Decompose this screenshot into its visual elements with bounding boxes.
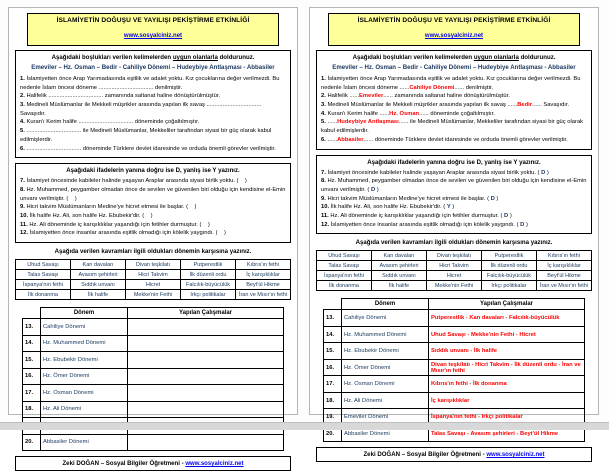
concepts-row xyxy=(16,260,291,270)
fill-instruction-pre: Aşağıdaki boşlukları verilen kelimelerden xyxy=(352,54,474,61)
item-number: 2. xyxy=(321,93,328,100)
period-name: Hz. Ömer Dönemi xyxy=(41,368,128,385)
page-title: İSLAMİYETİN DOĞUŞU VE YAYILIŞI PEKİŞTİRME ETKİNLİĞİ xyxy=(56,17,250,24)
works-answer: Kıbrıs'ın fethi - İlk donanma xyxy=(429,376,585,393)
item-number: 3. xyxy=(321,102,328,109)
concept-cell: Falcılık-büyücülük xyxy=(482,271,537,281)
fill-item: 3. Medineli Müslümanlar ile Mekkeli müşrikler arasında yapılan ilk savaş .................................. Savaşıdır. xyxy=(20,102,262,117)
footer-credit xyxy=(15,456,291,471)
period-row xyxy=(324,359,585,376)
period-row xyxy=(23,368,284,385)
fill-item: 6. ......Abbasiler...... döneminde Türklere devlet idaresinde ve orduda önemli görevler verilmiştir. xyxy=(321,136,568,143)
row-number: 20. xyxy=(324,425,342,442)
period-name: Hz. Osman Dönemi xyxy=(41,385,128,402)
item-number: 9. xyxy=(321,195,328,202)
period-column-header: Dönem xyxy=(41,308,128,319)
dy-item: 8. Hz. Muhammed, peygamber olmadan önce de sevilen ve güvenilen biri olduğu için kendisine el-Emin unvanı verilmiştir. ( ) xyxy=(20,186,286,202)
fill-answer: Hudeybiye Antlaşması xyxy=(337,119,399,126)
concept-cell: Irkçı politikalar xyxy=(181,290,236,300)
period-name: Abbasiler Dönemi xyxy=(342,425,429,442)
word-bank: Emeviler – Hz. Osman – Bedir - Cahiliye Dönemi – Hudeybiye Antlaşması - Abbasiler xyxy=(31,64,275,71)
period-name: Abbasiler Dönemi xyxy=(41,434,128,451)
period-table-header-row xyxy=(23,308,284,319)
fill-answer: Cahiliye Dönemi xyxy=(409,84,455,91)
fill-instruction-underlined: uygun olanlarla xyxy=(473,54,519,61)
works-answer: Putperestlik - Kan davaları - Falcılık-büyücülük xyxy=(429,310,585,327)
item-number: 11. xyxy=(20,221,30,228)
fill-item: 6. .................................. döneminde Türklere devlet idaresinde ve orduda önemli görevler verilmiştir. xyxy=(20,145,276,152)
dy-answer xyxy=(203,222,206,228)
dy-answer: D xyxy=(520,221,525,228)
row-number: 17. xyxy=(324,376,342,393)
concept-cell: Sıddık unvanı xyxy=(372,271,427,281)
blank-line: ...... xyxy=(454,84,465,91)
item-number: 10. xyxy=(20,212,30,219)
concept-cell: İlk düzenli ordu xyxy=(482,261,537,271)
concept-cell: Divan teşkilatı xyxy=(427,251,482,261)
concept-cell: Putperestlik xyxy=(482,251,537,261)
fill-instruction xyxy=(20,54,286,61)
concept-cell: Putperestlik xyxy=(181,260,236,270)
period-name: Hz. Muhammed Dönemi xyxy=(41,335,128,352)
concepts-row xyxy=(16,280,291,290)
blank-line: .................................. xyxy=(78,119,134,126)
row-number: 15. xyxy=(324,343,342,360)
item-number: 12. xyxy=(321,221,331,228)
blank-line: ...... xyxy=(507,102,518,109)
fill-item: 2. Halifelik ......Emeviler...... zamanında saltanat haline dönüştürülmüştür. xyxy=(321,93,510,100)
blank-line: ...... xyxy=(363,136,374,143)
concepts-row xyxy=(16,270,291,280)
item-number: 6. xyxy=(321,136,328,143)
fill-item: 4. Kuran'ı Kerim halife ......Hz. Osman...... döneminde çoğaltılmıştır. xyxy=(321,110,495,117)
answer-key-page xyxy=(309,7,599,459)
item-number: 7. xyxy=(20,178,27,185)
author-credit: Zeki DOĞAN – Sosyal Bilgiler Öğretmeni - xyxy=(363,451,487,459)
item-number: 12. xyxy=(20,230,30,237)
dy-items-list xyxy=(321,169,587,230)
blank-line: ...... xyxy=(349,93,360,100)
blank-line: ...... xyxy=(327,119,338,126)
period-row xyxy=(23,335,284,352)
item-number: 1. xyxy=(321,76,328,82)
fill-in-section xyxy=(316,50,592,150)
fill-instruction xyxy=(321,54,587,61)
blank-line: ...... xyxy=(383,93,393,100)
concept-cell: Avasım şehirleri xyxy=(71,270,126,280)
concept-cell: Talas Savaşı xyxy=(16,270,71,280)
concept-cell: Kıbrıs'ın fethi xyxy=(537,251,592,261)
word-bank: Emeviler – Hz. Osman – Bedir - Cahiliye Dönemi – Hudeybiye Antlaşması - Abbasiler xyxy=(332,64,576,71)
works-answer xyxy=(128,401,284,418)
dy-answer xyxy=(146,213,149,219)
item-number: 4. xyxy=(321,110,328,117)
item-number: 8. xyxy=(321,178,328,185)
concept-cell: Uhud Savaşı xyxy=(317,251,372,261)
period-name: Cahiliye Dönemi xyxy=(342,310,429,327)
item-number: 3. xyxy=(20,102,27,109)
dy-item: 10. İlk halife Hz. Ali, son halife Hz. Ebubekir'dir. ( ) xyxy=(20,212,153,219)
row-number: 14. xyxy=(324,326,342,343)
fill-answer: Emeviler xyxy=(359,93,384,100)
true-false-section xyxy=(15,163,291,243)
title-box xyxy=(328,13,580,46)
fill-instruction-underlined: uygun olanlarla xyxy=(172,54,218,61)
blank-line: .................................. xyxy=(26,128,82,135)
works-answer: Talas Savaşı - Avasım şehirleri - Beyt'ül Hikme xyxy=(429,425,585,442)
concept-cell: İlk halife xyxy=(372,281,427,291)
period-name: Hz. Ali Dönemi xyxy=(41,401,128,418)
dy-answer xyxy=(219,230,222,236)
fill-item: 5. ......Hudeybiye Antlaşması...... ile Medineli Müslümanlar, Mekkeliler tarafından siyasi bir güç olarak kabul edilmişlerdir. xyxy=(321,119,584,135)
works-answer: İç karışıklıklar xyxy=(429,392,585,409)
works-answer xyxy=(128,434,284,451)
works-answer: İspanya'nın fethi - Irkçı politikalar xyxy=(429,409,585,426)
blank-line: ...... xyxy=(327,136,338,143)
row-number: 14. xyxy=(23,335,41,352)
fill-item: 1. İslamiyetten önce Arap Yarımadasında eşitlik ve adalet yoktu. Kız çocuklarına değer verilmezdi. Bu nedenle İslam öncesi döneme ......Cahiliye Dönemi...... denilmiştir. xyxy=(321,76,581,91)
period-row xyxy=(324,343,585,360)
concept-cell: Avasım şehirleri xyxy=(372,261,427,271)
dy-answer: D xyxy=(490,195,495,202)
concepts-table xyxy=(15,259,291,300)
dy-answer: D xyxy=(541,169,546,176)
item-number: 4. xyxy=(20,119,27,126)
match-instruction: Aşağıda verilen kavramları ilgili oldukları dönemin karşısına yazınız. xyxy=(54,248,252,255)
period-row xyxy=(23,401,284,418)
concept-cell: İç karışıklıklar xyxy=(236,270,291,280)
item-number: 2. xyxy=(20,93,27,100)
row-number: 13. xyxy=(324,310,342,327)
row-number: 19. xyxy=(324,409,342,426)
concepts-row xyxy=(317,271,592,281)
dy-answer: D xyxy=(504,212,509,219)
works-answer: Sıddık unvanı - İlk halife xyxy=(429,343,585,360)
dy-answer xyxy=(190,204,193,210)
period-table-header-row xyxy=(324,299,585,310)
item-number: 11. xyxy=(321,212,331,219)
period-name: Cahiliye Dönemi xyxy=(41,319,128,336)
blank-line: .................................. xyxy=(48,93,104,100)
fill-answer: Abbasiler xyxy=(337,136,364,143)
works-answer: Uhud Savaşı - Mekke'nin Fethi - Hicret xyxy=(429,326,585,343)
period-name: Hz. Ebubekir Dönemi xyxy=(41,352,128,369)
concepts-row xyxy=(16,290,291,300)
works-column-header: Yapılan Çalışmalar xyxy=(429,299,585,310)
concept-cell: Kan davaları xyxy=(372,251,427,261)
concepts-row xyxy=(317,281,592,291)
fill-item: 3. Medineli Müslümanlar ile Mekkeli müşrikler arasında yapılan ilk savaş ......Bedir...... Savaşıdır. xyxy=(321,102,570,109)
concepts-row xyxy=(317,251,592,261)
item-number: 1. xyxy=(20,76,27,82)
dy-instruction: Aşağıdaki ifadelerin yanına doğru ise D, yanlış ise Y yazınız. xyxy=(367,158,541,166)
works-column-header: Yapılan Çalışmalar xyxy=(128,308,284,319)
dy-item: 12. İslamiyetten önce insanlar arasında eşitlik olmadığı için kölelik yaygındı. ( D ) xyxy=(321,221,528,228)
fill-instruction-pre: Aşağıdaki boşlukları verilen kelimelerden xyxy=(51,54,173,61)
fill-in-section xyxy=(15,50,291,158)
footer-credit xyxy=(316,447,592,462)
period-row xyxy=(324,310,585,327)
works-answer xyxy=(128,368,284,385)
row-number: 18. xyxy=(324,392,342,409)
row-number: 20. xyxy=(23,434,41,451)
row-number: 17. xyxy=(23,385,41,402)
website-link[interactable]: www.sosyalciniz.net xyxy=(123,33,183,39)
blank-line: .................................. xyxy=(26,145,82,152)
period-row xyxy=(23,385,284,402)
dy-item: 12. İslamiyetten önce insanlar arasında eşitlik olmadığı için kölelik yaygındı. ( ) xyxy=(20,230,226,237)
pages-container xyxy=(8,7,599,467)
period-row xyxy=(23,319,284,336)
dy-item: 11. Hz. Ali döneminde iç karışıklıklar yaşandığı için fetihler durmuştur. ( ) xyxy=(20,221,210,228)
period-column-header: Dönem xyxy=(342,299,429,310)
item-number: 6. xyxy=(20,145,27,152)
fill-items-list xyxy=(321,75,587,145)
concept-cell: İran ve Mısır'ın fethi xyxy=(537,281,592,291)
period-row xyxy=(324,376,585,393)
fill-item: 2. Halifelik .................................. zamanında saltanat haline dönüştürülmüştür. xyxy=(20,93,221,100)
page-title: İSLAMİYETİN DOĞUŞU VE YAYILIŞI PEKİŞTİRME ETKİNLİĞİ xyxy=(357,17,551,24)
concept-cell: Sıddık unvanı xyxy=(71,280,126,290)
dy-answer xyxy=(240,178,243,184)
concept-cell: İç karışıklıklar xyxy=(537,261,592,271)
works-answer: Divan teşkilatı - Hicri Takvim - İlk düzenli ordu - İran ve Mısır'ın fethi xyxy=(429,359,585,376)
true-false-section xyxy=(316,155,592,235)
dy-item: 11. Hz. Ali döneminde iç karışıklıklar yaşandığı için fetihler durmuştur. ( D ) xyxy=(321,212,512,219)
period-name: Hz. Ebubekir Dönemi xyxy=(342,343,429,360)
period-table xyxy=(323,298,585,442)
period-row xyxy=(324,326,585,343)
period-name: Hz. Ömer Dönemi xyxy=(342,359,429,376)
works-answer xyxy=(128,335,284,352)
period-name: Hz. Muhammed Dönemi xyxy=(342,326,429,343)
dy-item: 7. İslamiyet öncesinde kabileler halinde yaşayan Araplar arasında siyasi birlik yoktu. ( D ) xyxy=(321,169,549,176)
fill-item: 4. Kuran'ı Kerim halife .................................. döneminde çoğaltılmıştır. xyxy=(20,119,200,126)
concept-cell: Beyt'ül Hikme xyxy=(537,271,592,281)
dy-items-list xyxy=(20,177,286,238)
match-instruction: Aşağıda verilen kavramları ilgili oldukları dönemin karşısına yazınız. xyxy=(355,239,553,247)
blank-line: ...... xyxy=(398,119,409,126)
row-number: 16. xyxy=(324,359,342,376)
works-answer xyxy=(128,319,284,336)
concept-cell: Kan davaları xyxy=(71,260,126,270)
item-number: 9. xyxy=(20,204,27,211)
concept-cell: Mekke'nin Fethi xyxy=(126,290,181,300)
dy-answer xyxy=(70,196,73,202)
works-answer xyxy=(128,352,284,369)
dy-item: 7. İslamiyet öncesinde kabileler halinde yaşayan Araplar arasında siyasi birlik yoktu. ( ) xyxy=(20,178,247,185)
concept-cell: İspanya'nın fethi xyxy=(16,280,71,290)
concept-cell: Mekke'nin Fethi xyxy=(427,281,482,291)
fill-answer: Bedir xyxy=(517,102,533,109)
author-credit: Zeki DOĞAN – Sosyal Bilgiler Öğretmeni - xyxy=(62,460,186,467)
footer-website-link[interactable]: www.sosyalciniz.net xyxy=(185,461,244,467)
dy-answer: Y xyxy=(446,204,451,211)
works-answer xyxy=(128,385,284,402)
blank-line: ...... xyxy=(532,102,542,109)
row-number: 15. xyxy=(23,352,41,369)
blank-line: .................................. xyxy=(206,102,262,109)
period-name: Hz. Osman Dönemi xyxy=(342,376,429,393)
fill-item: 5. .................................. ile Medineli Müslümanlar, Mekkeliler tarafından siyasi bir güç olarak kabul edilmişlerdir. xyxy=(20,128,272,143)
concepts-row xyxy=(317,261,592,271)
fill-instruction-post: doldurunuz. xyxy=(217,54,255,61)
blank-line: .................................. xyxy=(98,84,154,91)
website-link[interactable]: www.sosyalciniz.net xyxy=(424,33,484,39)
concept-cell: Hicri Takvim xyxy=(427,261,482,271)
dy-item: 9. Hicri takvim Müslümanların Medine'ye hicret etmesi ile başlar. ( ) xyxy=(20,204,197,211)
period-row xyxy=(23,434,284,451)
worksheet-page xyxy=(8,7,298,467)
dy-instruction: Aşağıdaki ifadelerin yanına doğru ise D, yanlış ise Y yazınız. xyxy=(66,167,240,175)
concept-cell: Hicret xyxy=(427,271,482,281)
dy-item: 8. Hz. Muhammed, peygamber olmadan önce de sevilen ve güvenilen biri olduğu için kendisine el-Emin unvanı verilmiştir. ( D ) xyxy=(321,178,587,193)
period-name: Emeviler Dönemi xyxy=(342,409,429,426)
concept-cell: Uhud Savaşı xyxy=(16,260,71,270)
concept-cell: Irkçı politikalar xyxy=(482,281,537,291)
dy-item: 10. İlk halife Hz. Ali, son halife Hz. Ebubekir'dir. ( Y ) xyxy=(321,204,455,211)
concept-cell: Hicret xyxy=(126,280,181,290)
footer-website-link[interactable]: www.sosyalciniz.net xyxy=(486,452,545,459)
blank-line: ...... xyxy=(419,110,429,117)
blank-line: ...... xyxy=(379,110,390,117)
concept-cell: Hicri Takvim xyxy=(126,270,181,280)
period-row xyxy=(23,352,284,369)
period-name: Hz. Ali Dönemi xyxy=(342,392,429,409)
concept-cell: İlk düzenli ordu xyxy=(181,270,236,280)
concepts-table xyxy=(316,250,592,291)
title-box xyxy=(27,13,279,46)
concept-cell: İspanya'nın fethi xyxy=(317,271,372,281)
concept-cell: İlk donanma xyxy=(16,290,71,300)
concept-cell: Kıbrıs'ın fethi xyxy=(236,260,291,270)
fill-instruction-post: doldurunuz. xyxy=(518,54,556,61)
row-number: 18. xyxy=(23,401,41,418)
item-number: 5. xyxy=(321,119,328,126)
item-number: 8. xyxy=(20,186,27,193)
fill-answer: Hz. Osman xyxy=(389,110,420,117)
dy-answer: D xyxy=(370,186,376,193)
concept-cell: İran ve Mısır'ın fethi xyxy=(236,290,291,300)
concept-cell: Talas Savaşı xyxy=(317,261,372,271)
fill-item: 1. İslamiyetten önce Arap Yarımadasında eşitlik ve adalet yoktu. Kız çocuklarına değer verilmezdi. Bu nedenle İslam öncesi döneme .................................. denilmiştir. xyxy=(20,76,280,91)
fill-items-list xyxy=(20,75,286,153)
concept-cell: Divan teşkilatı xyxy=(126,260,181,270)
dy-item: 9. Hicri takvim Müslümanların Medine'ye hicret etmesi ile başlar. ( D ) xyxy=(321,195,499,202)
concept-cell: Falcılık-büyücülük xyxy=(181,280,236,290)
concept-cell: Beyt'ül Hikme xyxy=(236,280,291,290)
number-column-header xyxy=(324,299,342,310)
concept-cell: İlk donanma xyxy=(317,281,372,291)
item-number: 5. xyxy=(20,128,27,135)
item-number: 7. xyxy=(321,169,328,176)
number-column-header xyxy=(23,308,41,319)
item-number: 10. xyxy=(321,204,331,211)
viewer-bottom-bar xyxy=(0,422,609,430)
blank-line: ...... xyxy=(399,84,410,91)
row-number: 13. xyxy=(23,319,41,336)
concept-cell: İlk halife xyxy=(71,290,126,300)
row-number: 16. xyxy=(23,368,41,385)
period-row xyxy=(324,392,585,409)
